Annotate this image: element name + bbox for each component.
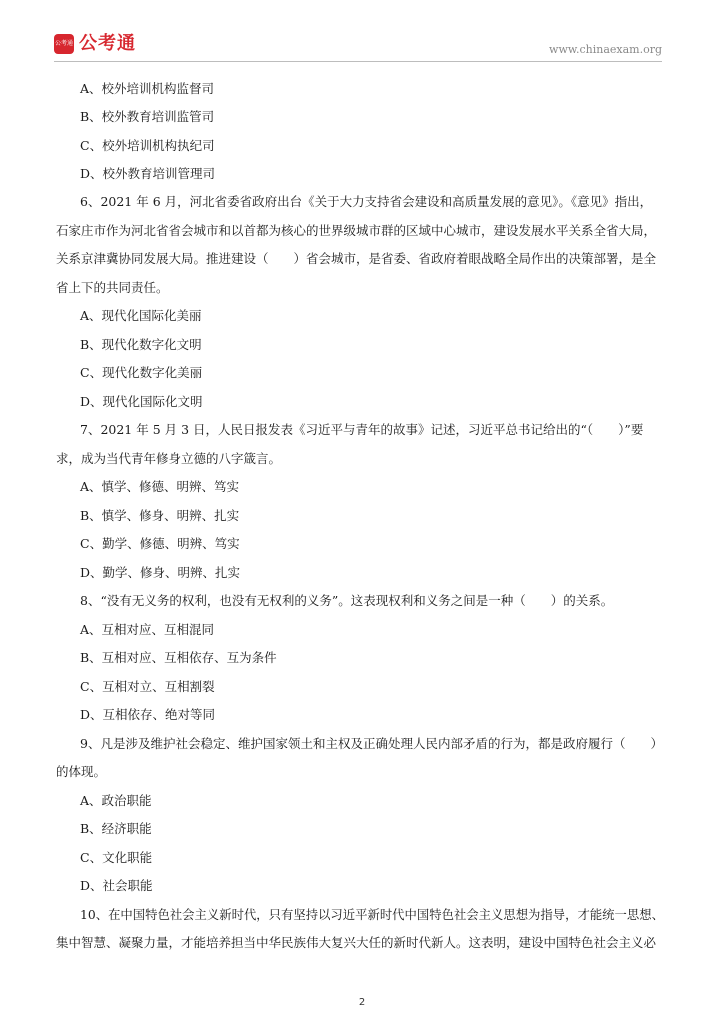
- option-b: B、慎学、修身、明辨、扎实: [80, 508, 240, 523]
- header-divider: [54, 61, 662, 62]
- site-url[interactable]: www.chinaexam.org: [549, 43, 662, 56]
- option-a: A、互相对应、互相混同: [80, 622, 215, 637]
- option-d: D、现代化国际化文明: [80, 394, 203, 409]
- question-6-line-2: 石家庄市作为河北省省会城市和以首都为核心的世界级城市群的区域中心城市，建设发展水平关系全省大局，: [56, 223, 657, 238]
- page-number: 2: [358, 997, 366, 1008]
- page-header: [0, 0, 724, 64]
- option-b: B、校外教育培训监管司: [80, 109, 215, 124]
- option-a: A、慎学、修德、明辨、笃实: [80, 479, 240, 494]
- question-7-line-1: 7、2021 年 5 月 3 日，人民日报发表《习近平与青年的故事》记述，习近平总书记给出的“（ ）”要: [80, 422, 644, 437]
- question-10-line-2: 集中智慧、凝聚力量，才能培养担当中华民族伟大复兴大任的新时代新人。这表明，建设中国特色社会主义必: [56, 935, 657, 950]
- question-9-line-2: 的体现。: [56, 764, 107, 779]
- option-b: B、现代化数字化文明: [80, 337, 202, 352]
- question-6-line-3: 关系京津冀协同发展大局。推进建设（ ）省会城市，是省委、省政府着眼战略全局作出的决策部署，是全: [56, 251, 657, 266]
- option-a: A、校外培训机构监督司: [80, 81, 215, 96]
- option-c: C、文化职能: [80, 850, 153, 865]
- question-6-line-4: 省上下的共同责任。: [56, 280, 169, 295]
- question-10-line-1: 10、在中国特色社会主义新时代，只有坚持以习近平新时代中国特色社会主义思想为指导，才能统一思想、: [80, 907, 664, 922]
- option-c: C、互相对立、互相割裂: [80, 679, 215, 694]
- option-c: C、勤学、修德、明辨、笃实: [80, 536, 240, 551]
- option-a: A、政治职能: [80, 793, 152, 808]
- option-b: B、互相对应、互相依存、互为条件: [80, 650, 277, 665]
- option-c: C、校外培训机构执纪司: [80, 138, 215, 153]
- option-d: D、校外教育培训管理司: [80, 166, 216, 181]
- option-d: D、互相依存、绝对等同: [80, 707, 216, 722]
- question-8-line-1: 8、“没有无义务的权利，也没有无权利的义务”。这表现权利和义务之间是一种（ ）的关系。: [80, 593, 614, 608]
- option-a: A、现代化国际化美丽: [80, 308, 202, 323]
- option-d: D、勤学、修身、明辨、扎实: [80, 565, 241, 580]
- question-9-line-1: 9、凡是涉及维护社会稳定、维护国家领土和主权及正确处理人民内部矛盾的行为，都是政府履行（ ）: [80, 736, 663, 751]
- logo-text: 公考通: [79, 33, 136, 54]
- question-6-line-1: 6、2021 年 6 月，河北省委省政府出台《关于大力支持省会建设和高质量发展的意见》。《意见》指出，: [80, 194, 653, 209]
- question-7-line-2: 求，成为当代青年修身立德的八字箴言。: [56, 451, 282, 466]
- logo-badge: 公考通: [54, 34, 74, 54]
- option-c: C、现代化数字化美丽: [80, 365, 203, 380]
- option-d: D、社会职能: [80, 878, 153, 893]
- option-b: B、经济职能: [80, 821, 152, 836]
